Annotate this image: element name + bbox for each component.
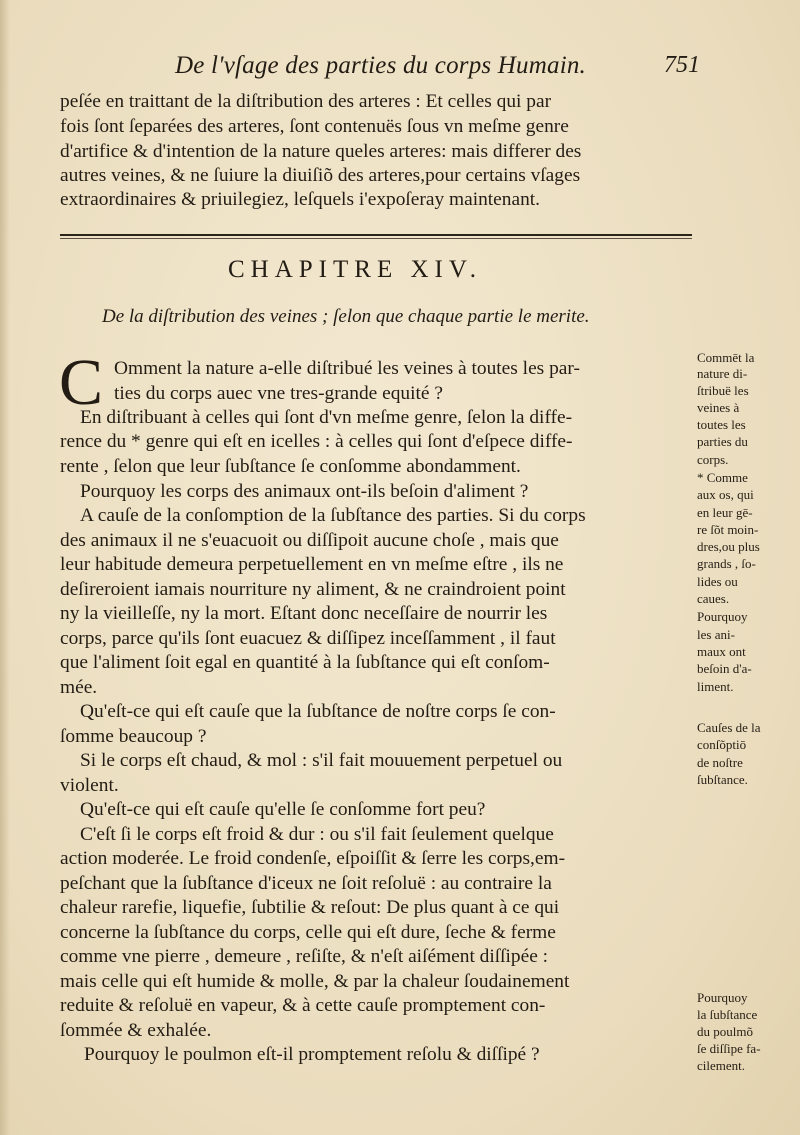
margin-note-line: lides ou: [697, 574, 738, 589]
text-line: comme vne pierre , demeure , reſiſte, & n'eſt aiſément diſſipée :: [60, 946, 549, 967]
text-line: ſommée & exhalée.: [60, 1020, 212, 1041]
margin-note-line: dres,ou plus: [697, 539, 760, 554]
margin-note-line: caues.: [697, 591, 730, 606]
section-divider: [60, 234, 692, 236]
margin-note-line: ſe diſſipe fa-: [697, 1041, 761, 1056]
text-line: En diſtribuant à celles qui ſont d'vn meſme genre, ſelon la diffe-: [80, 407, 573, 428]
margin-note-line: liment.: [697, 679, 734, 694]
text-line: action moderée. Le froid condenſe, eſpoiſſit & ſerre les corps,em-: [60, 848, 566, 869]
page-header: [60, 52, 700, 86]
text-line: deſireroient iamais nourriture ny aliment, & ne craindroient point: [60, 579, 566, 600]
text-line: rence du * genre qui eſt en icelles : à celles qui ſont d'eſpece diffe-: [60, 431, 573, 452]
text-line: mais celle qui eſt humide & molle, & par la chaleur ſoudainement: [60, 971, 570, 992]
text-line: concerne la ſubſtance du corps, celle qui eſt dure, ſeche & ferme: [60, 922, 556, 943]
margin-note-line: les ani-: [697, 627, 735, 642]
margin-note-line: toutes les: [697, 417, 746, 432]
margin-note-line: de noſtre: [697, 755, 743, 770]
margin-note-line: re ſõt moin-: [697, 522, 759, 537]
text-line: Omment la nature a-elle diſtribué les veines à toutes les par-: [114, 358, 580, 379]
chapter-title: CHAPITRE XIV.: [228, 256, 482, 283]
margin-note-line: corps.: [697, 452, 729, 467]
text-line: ties du corps auec vne tres-grande equité ?: [114, 383, 443, 404]
margin-note-line: conſõptiō: [697, 737, 747, 752]
chapter-subtitle: De la diſtribution des veines ; ſelon que chaque partie le merite.: [102, 306, 590, 327]
text-line: chaleur rarefie, liquefie, ſubtilie & reſout: De plus quant à ce qui: [60, 897, 560, 918]
margin-note-line: Cauſes de la: [697, 720, 761, 735]
margin-note-line: Pourquoy: [697, 609, 748, 624]
text-line: Pourquoy les corps des animaux ont-ils beſoin d'aliment ?: [80, 481, 529, 502]
text-line: que l'aliment ſoit egal en quantité à la ſubſtance qui eſt conſom-: [60, 652, 550, 673]
text-line: A cauſe de la conſomption de la ſubſtance des parties. Si du corps: [80, 505, 586, 526]
text-line: Si le corps eſt chaud, & mol : s'il fait mouuement perpetuel ou: [80, 750, 563, 771]
text-line: Pourquoy le poulmon eſt-il promptement reſolu & diſſipé ?: [84, 1044, 540, 1065]
text-line: extraordinaires & priuilegiez, leſquels i'expoſeray maintenant.: [60, 189, 541, 210]
margin-note-line: aux os, qui: [697, 487, 754, 502]
running-title: De l'vſage des parties du corps Humain.: [175, 52, 587, 79]
text-line: violent.: [60, 775, 119, 796]
drop-cap: C: [59, 346, 104, 419]
text-line: mée.: [60, 677, 98, 698]
text-line: d'artifice & d'intention de la nature queles arteres: mais differer des: [60, 141, 582, 162]
text-line: fois ſont ſeparées des arteres, ſont contenuës ſous vn meſme genre: [60, 116, 569, 137]
margin-note-line: Commēt la: [697, 350, 755, 365]
text-line: peſée en traittant de la diſtribution des arteres : Et celles qui par: [60, 91, 552, 112]
text-line: Qu'eſt-ce qui eſt cauſe que la ſubſtance de noſtre corps ſe con-: [80, 701, 556, 722]
margin-note-line: ſtribuë les: [697, 383, 749, 398]
margin-note-line: veines à: [697, 400, 740, 415]
text-line: Qu'eſt-ce qui eſt cauſe qu'elle ſe conſomme fort peu?: [80, 799, 486, 820]
page-number: 751: [664, 52, 700, 78]
margin-note-line: cilement.: [697, 1058, 746, 1073]
margin-note-line: grands , ſo-: [697, 556, 756, 571]
text-line: peſchant que la ſubſtance d'iceux ne ſoit reſoluë : au contraire la: [60, 873, 552, 894]
margin-note-line: maux ont: [697, 644, 746, 659]
text-line: ſomme beaucoup ?: [60, 726, 207, 747]
margin-note-line: beſoin d'a-: [697, 661, 752, 676]
text-line: C'eſt ſi le corps eſt froid & dur : ou s'il fait ſeulement quelque: [80, 824, 554, 845]
text-line: reduite & reſoluë en vapeur, & à cette cauſe promptement con-: [60, 995, 546, 1016]
text-line: rente , ſelon que leur ſubſtance ſe conſomme abondamment.: [60, 456, 521, 477]
text-line: corps, parce qu'ils ſont euacuez & diſſipez inceſſamment , il faut: [60, 628, 556, 649]
page-edge-shadow: [0, 0, 10, 1135]
text-line: ny la vieilleſſe, ny la mort. Eſtant donc neceſſaire de nourrir les: [60, 603, 548, 624]
text-line: des animaux il ne s'euacuoit ou diſſipoit aucune choſe , mais que: [60, 530, 559, 551]
margin-note-line: * Comme: [697, 470, 748, 485]
text-line: leur habitude demeura perpetuellement en vn meſme eſtre , ils ne: [60, 554, 564, 575]
section-divider-thin: [60, 238, 692, 239]
margin-note-line: Pourquoy: [697, 990, 748, 1005]
margin-note-line: en leur gē-: [697, 505, 753, 520]
margin-note-line: parties du: [697, 434, 748, 449]
text-line: autres veines, & ne ſuiure la diuiſiõ des arteres,pour certains vſages: [60, 165, 581, 186]
margin-note-line: nature di-: [697, 366, 748, 381]
margin-note-line: du poulmõ: [697, 1024, 753, 1039]
margin-note-line: ſubſtance.: [697, 772, 748, 787]
margin-note-line: la ſubſtance: [697, 1007, 758, 1022]
